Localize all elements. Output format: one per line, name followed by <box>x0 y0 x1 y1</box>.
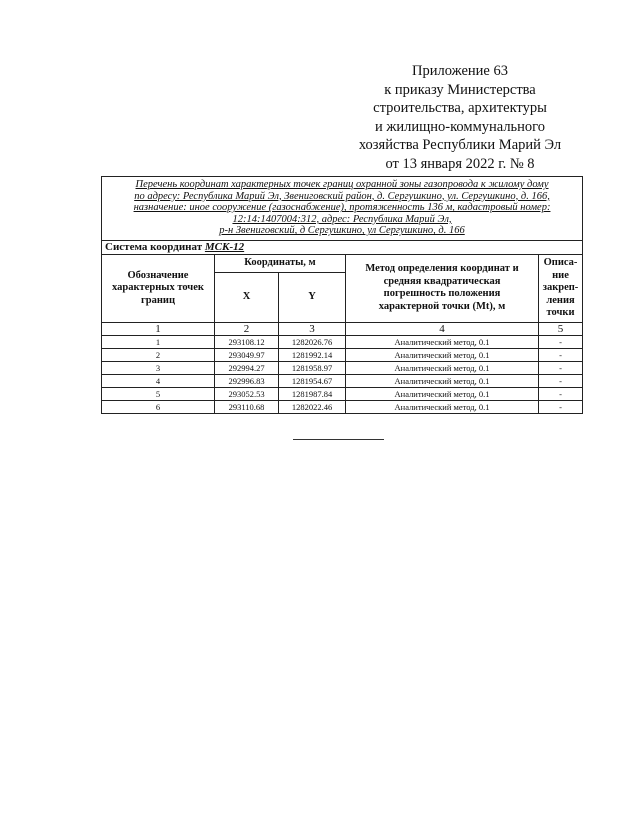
header-description-line: ления <box>546 294 575 306</box>
table-title <box>102 177 583 241</box>
header-method <box>346 254 539 322</box>
column-number: 3 <box>279 322 346 335</box>
header-method-line: характерной точки (Mt), м <box>378 300 506 312</box>
header-description-line: закреп- <box>542 282 579 294</box>
header-method-line: Метод определения координат и <box>365 263 519 275</box>
header-description <box>539 254 583 322</box>
header-point <box>102 254 215 322</box>
cell-description: - <box>539 387 583 400</box>
table-title-line: назначение: иное сооружение (газоснабжение), протяженность 136 м, кадастровый номер: <box>133 202 551 214</box>
coordinates-table <box>101 176 583 414</box>
header-y: Y <box>279 272 346 322</box>
cell-description: - <box>539 400 583 413</box>
cell-y: 1281954.67 <box>279 374 346 387</box>
table-title-line: 12:14:1407004:312, адрес: Республика Марий Эл, <box>232 213 452 225</box>
header-description-line: ние <box>552 269 569 281</box>
cell-method: Аналитический метод, 0.1 <box>346 335 539 348</box>
cell-description: - <box>539 348 583 361</box>
column-number: 5 <box>539 322 583 335</box>
header-description-line: точки <box>546 307 575 319</box>
cell-y: 1281992.14 <box>279 348 346 361</box>
header-method-line: погрешность положения <box>383 288 501 300</box>
table-row <box>102 374 583 387</box>
cell-method: Аналитический метод, 0.1 <box>346 400 539 413</box>
column-number: 2 <box>215 322 279 335</box>
header-point-line: границ <box>140 294 175 306</box>
cell-description: - <box>539 335 583 348</box>
cell-point: 1 <box>102 335 215 348</box>
appendix-header <box>330 62 590 173</box>
cell-point: 2 <box>102 348 215 361</box>
header-x: X <box>215 272 279 322</box>
table-row <box>102 400 583 413</box>
column-number: 1 <box>102 322 215 335</box>
table-row <box>102 361 583 374</box>
cell-x: 293052.53 <box>215 387 279 400</box>
table-title-line: Перечень координат характерных точек границ охранной зоны газопровода к жилому дому <box>135 179 549 190</box>
column-number: 4 <box>346 322 539 335</box>
table-row <box>102 335 583 348</box>
coordinate-system <box>102 240 583 254</box>
cell-x: 293110.68 <box>215 400 279 413</box>
header-description-line: Описа- <box>543 257 578 269</box>
table-row <box>102 348 583 361</box>
appendix-line: строительства, архитектуры <box>373 100 547 116</box>
header-method-line: средняя квадратическая <box>383 275 501 287</box>
closing-divider <box>293 439 384 440</box>
column-number-row <box>102 322 583 335</box>
cell-point: 6 <box>102 400 215 413</box>
cell-x: 293049.97 <box>215 348 279 361</box>
coordinate-system-label: Система координат <box>105 241 205 254</box>
appendix-line: и жилищно-коммунального <box>374 118 546 135</box>
header-point-line: характерных точек <box>112 282 204 294</box>
appendix-line: к приказу Министерства <box>384 81 536 98</box>
table-row <box>102 387 583 400</box>
appendix-line: Приложение 63 <box>412 63 508 79</box>
cell-point: 3 <box>102 361 215 374</box>
cell-y: 1282022.46 <box>279 400 346 413</box>
cell-point: 4 <box>102 374 215 387</box>
cell-method: Аналитический метод, 0.1 <box>346 361 539 374</box>
cell-x: 292996.83 <box>215 374 279 387</box>
cell-description: - <box>539 361 583 374</box>
cell-point: 5 <box>102 387 215 400</box>
table-title-line: р-н Звениговский, д Сергушкино, ул Сергушкино, д. 166 <box>219 225 465 237</box>
coordinate-system-value: МСК-12 <box>204 241 245 254</box>
header-coordinates: Координаты, м <box>215 254 346 272</box>
cell-y: 1282026.76 <box>279 335 346 348</box>
cell-y: 1281987.84 <box>279 387 346 400</box>
cell-y: 1281958.97 <box>279 361 346 374</box>
table-title-line: по адресу: Республика Марий Эл, Звениговский район, д. Сергушкино, ул. Сергушкино, д. 166, <box>134 190 550 202</box>
cell-method: Аналитический метод, 0.1 <box>346 374 539 387</box>
cell-description: - <box>539 374 583 387</box>
cell-x: 293108.12 <box>215 335 279 348</box>
appendix-line: от 13 января 2022 г. № 8 <box>385 155 535 172</box>
cell-method: Аналитический метод, 0.1 <box>346 387 539 400</box>
header-point-line: Обозначение <box>127 269 189 281</box>
cell-x: 292994.27 <box>215 361 279 374</box>
cell-method: Аналитический метод, 0.1 <box>346 348 539 361</box>
appendix-line: хозяйства Республики Марий Эл <box>358 137 562 153</box>
